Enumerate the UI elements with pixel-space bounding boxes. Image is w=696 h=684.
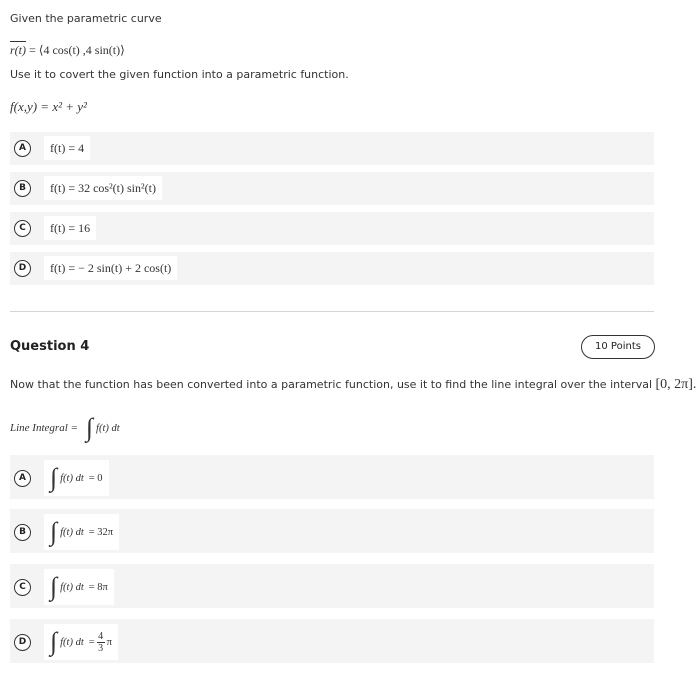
q4-option-b[interactable]	[10, 509, 654, 553]
option-answer: f(t) = 32 cos²(t) sin²(t)	[44, 176, 162, 200]
option-badge: C	[14, 579, 31, 596]
option-answer	[44, 514, 119, 550]
curve-lhs: r(t)	[10, 43, 26, 57]
question-title: Question 4	[10, 339, 90, 354]
line-integral-expression	[10, 415, 120, 441]
q3-option-b[interactable]	[10, 172, 654, 205]
fraction-denominator: 3	[98, 642, 104, 654]
section-divider	[10, 311, 654, 312]
option-result-suffix: π	[106, 636, 112, 648]
question-prompt	[10, 377, 696, 393]
integral-sign: ∫	[50, 627, 58, 656]
q4-option-c[interactable]	[10, 564, 654, 608]
integral-sign: ∫	[85, 413, 94, 442]
q4-option-a[interactable]	[10, 455, 654, 499]
points-badge: 10 Points	[581, 335, 655, 359]
option-result-prefix: =	[88, 636, 95, 648]
integral-sign: ∫	[50, 517, 58, 546]
fraction	[97, 631, 105, 654]
q3-option-d[interactable]	[10, 252, 654, 285]
integrand: f(t) dt	[96, 422, 120, 434]
option-answer	[44, 569, 114, 605]
option-result: = 8π	[88, 581, 108, 593]
q4-option-d[interactable]	[10, 619, 654, 663]
option-answer: f(t) = 16	[44, 216, 96, 240]
option-integrand: f(t) dt	[60, 636, 84, 648]
option-badge: B	[14, 180, 31, 197]
q3-option-c[interactable]	[10, 212, 654, 245]
integral-sign: ∫	[50, 572, 58, 601]
option-integrand: f(t) dt	[60, 581, 84, 593]
option-badge: A	[14, 470, 31, 487]
line-integral-label: Line Integral =	[10, 422, 78, 434]
intro-text: Given the parametric curve	[10, 12, 162, 25]
option-badge: D	[14, 260, 31, 277]
option-badge: C	[14, 220, 31, 237]
option-badge: A	[14, 140, 31, 157]
option-integrand: f(t) dt	[60, 472, 84, 484]
curve-rhs: = ⟨4 cos(t) ,4 sin(t)⟩	[29, 43, 125, 57]
fraction-numerator: 4	[98, 630, 104, 642]
instruction-text: Use it to covert the given function into a parametric function.	[10, 68, 349, 81]
function-definition: f(x,y) = x² + y²	[10, 99, 87, 114]
option-badge: D	[14, 634, 31, 651]
q3-option-a[interactable]	[10, 132, 654, 165]
option-result: = 32π	[88, 526, 114, 538]
option-badge: B	[14, 524, 31, 541]
prompt-text: Now that the function has been converted into a parametric function, use it to find the line integral over the interval	[10, 378, 653, 391]
interval: [0, 2π].	[655, 377, 696, 392]
integral-sign: ∫	[50, 463, 58, 492]
option-answer: f(t) = − 2 sin(t) + 2 cos(t)	[44, 256, 177, 280]
option-answer	[44, 624, 118, 660]
curve-definition	[10, 43, 125, 58]
option-answer: f(t) = 4	[44, 136, 90, 160]
option-result: = 0	[88, 472, 103, 484]
option-answer	[44, 460, 109, 496]
option-integrand: f(t) dt	[60, 526, 84, 538]
